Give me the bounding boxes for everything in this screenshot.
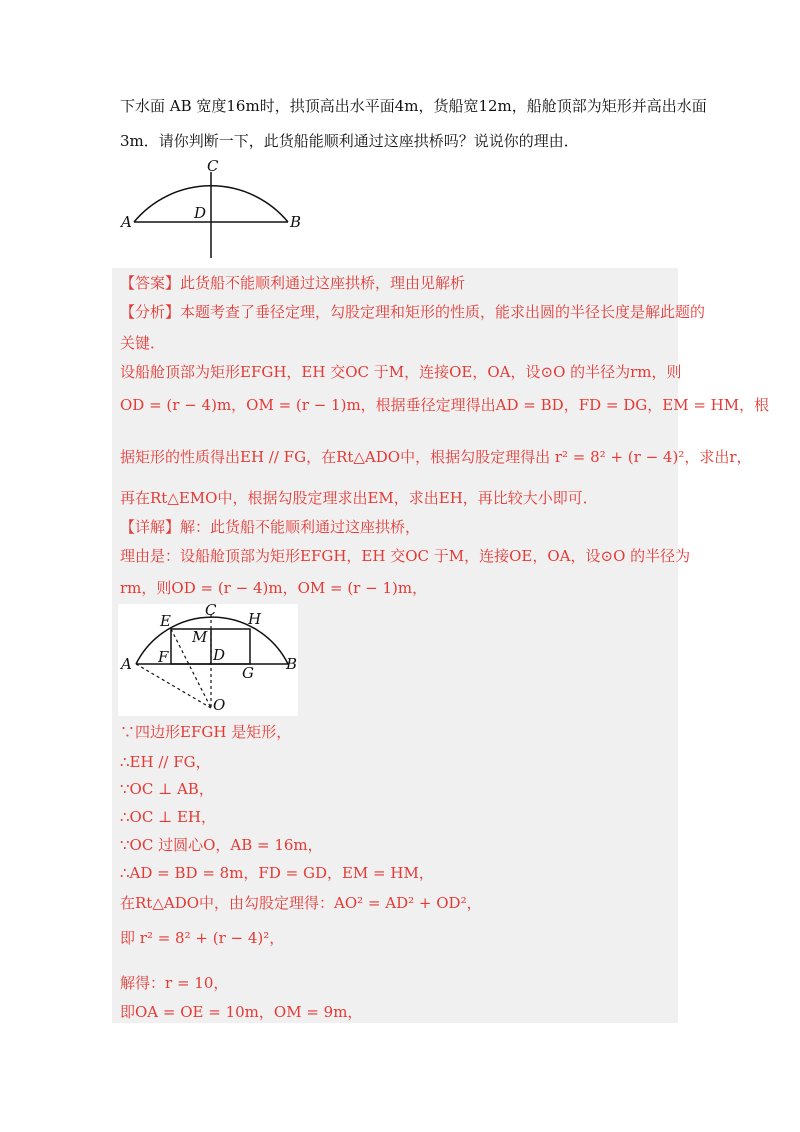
problem-line-2: 3m．请你判断一下，此货船能顺利通过这座拱桥吗？说说你的理由． (120, 132, 579, 150)
point-c-label: C (207, 158, 219, 175)
step-2: ∴EH // FG， (120, 753, 211, 771)
step-4: ∴OC ⊥ EH， (120, 808, 216, 826)
point-e-label: E (160, 612, 171, 630)
segment-oa (136, 664, 211, 708)
point-f-label: F (158, 648, 169, 666)
point-d-label: D (213, 646, 226, 664)
solution-figure (118, 604, 298, 716)
step-8: 即 r² = 8² + (r − 4)²， (120, 929, 285, 947)
step-1: ∵四边形EFGH 是矩形， (120, 723, 292, 741)
analysis-line-4: OD = (r − 4)m，OM = (r − 1)m，根据垂径定理得出AD = BD，FD = DG，EM = HM，根 (120, 396, 770, 414)
answer-line: 【答案】此货船不能顺利通过这座拱桥，理由见解析 (120, 274, 466, 292)
step-5: ∵OC 过圆心O，AB = 16m， (120, 836, 323, 854)
step-9: 解得：r = 10， (120, 974, 229, 992)
point-d-label: D (194, 204, 207, 222)
point-h-label: H (248, 610, 262, 628)
step-6: ∴AD = BD = 8m，FD = GD，EM = HM， (120, 864, 434, 882)
point-a-label: A (121, 213, 132, 231)
step-3: ∵OC ⊥ AB， (120, 780, 214, 798)
arch-bridge-figure (118, 158, 308, 260)
problem-line-1: 下水面 AB 宽度16m时，拱顶高出水平面4m，货船宽12m，船舱顶部为矩形并高出水面 (120, 97, 707, 115)
analysis-line-2: 关键． (120, 334, 166, 352)
point-c-label: C (205, 604, 217, 619)
step-7: 在Rt△ADO中，由勾股定理得：AO² = AD² + OD²， (120, 894, 482, 912)
detail-line-1: 【详解】解：此货船不能顺利通过这座拱桥， (120, 518, 421, 536)
analysis-line-5: 据矩形的性质得出EH // FG，在Rt△ADO中，根据勾股定理得出 r² = 8² + (r − 4)²，求出r， (120, 448, 752, 466)
detail-line-3: rm，则OD = (r − 4)m，OM = (r − 1)m， (120, 579, 428, 597)
analysis-line-3: 设船舱顶部为矩形EFGH，EH 交OC 于M，连接OE，OA，设⊙O 的半径为rm，则 (120, 363, 682, 381)
analysis-line-6: 再在Rt△EMO中，根据勾股定理求出EM，求出EH，再比较大小即可． (120, 489, 598, 507)
point-a-label: A (121, 655, 132, 673)
point-o-label: O (213, 696, 226, 714)
point-g-label: G (242, 664, 254, 682)
point-b-label: B (290, 213, 302, 231)
point-m-label: M (192, 628, 208, 646)
detail-line-2: 理由是：设船舱顶部为矩形EFGH，EH 交OC 于M，连接OE，OA，设⊙O 的半径为 (120, 547, 691, 565)
step-10: 即OA = OE = 10m，OM = 9m， (120, 1003, 363, 1021)
analysis-line-1: 【分析】本题考查了垂径定理，勾股定理和矩形的性质，能求出圆的半径长度是解此题的 (120, 303, 706, 321)
point-b-label: B (286, 655, 298, 673)
